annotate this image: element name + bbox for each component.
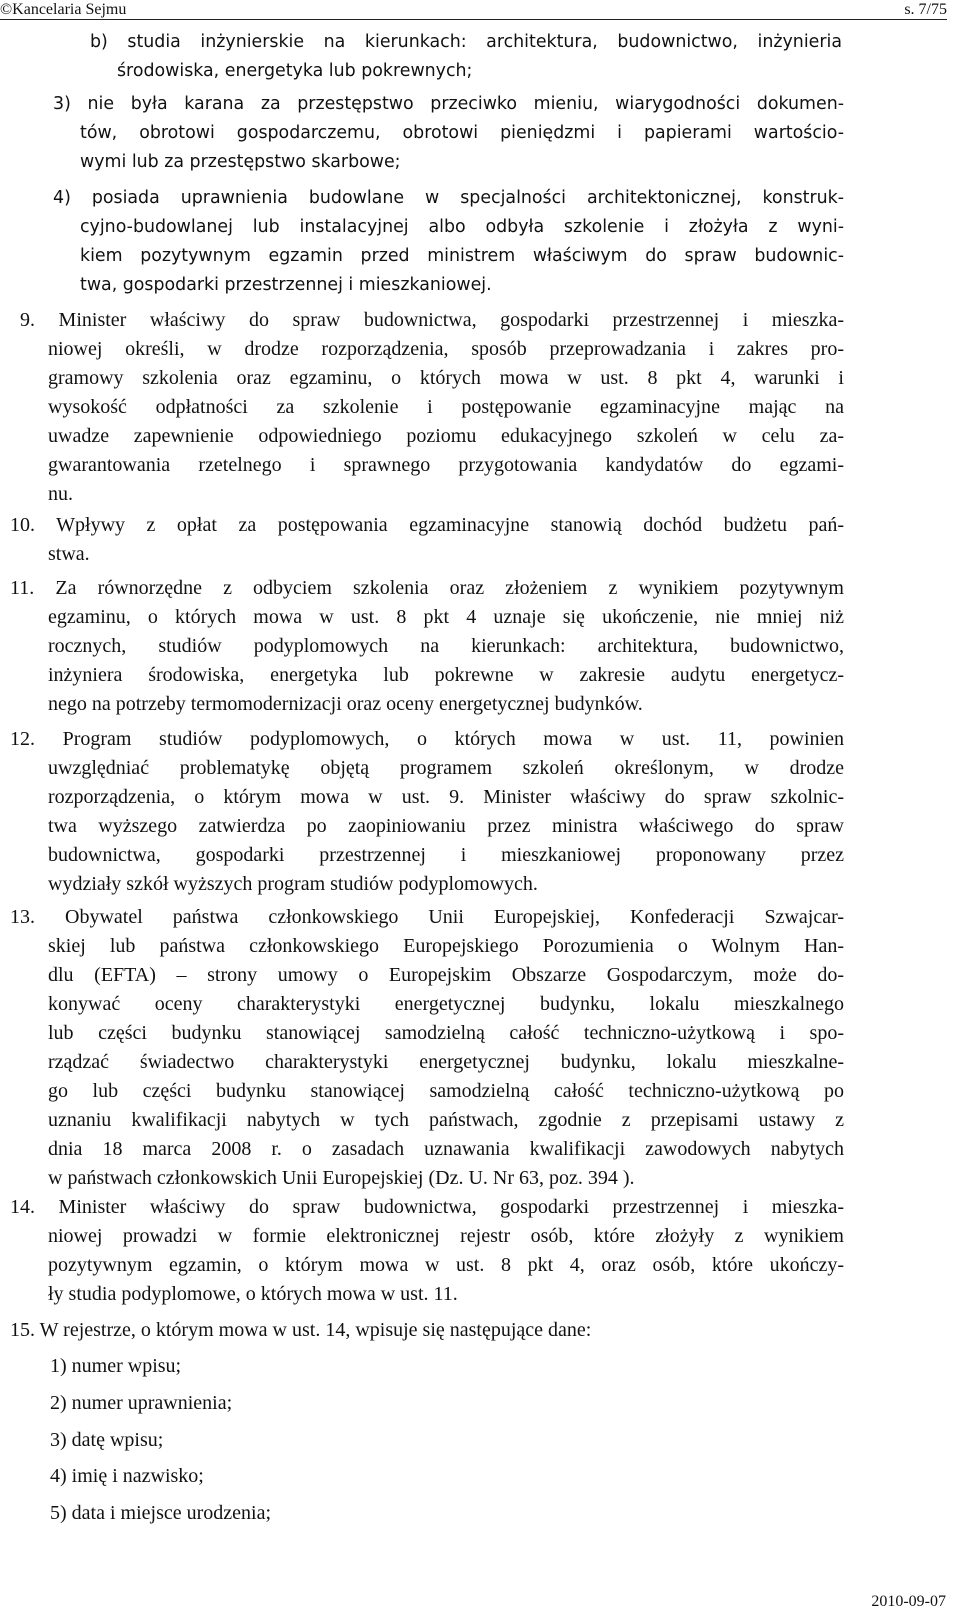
- text-line: egzaminu, o których mowa w ust. 8 pkt 4 uznaje się ukończenie, nie mniej niż: [48, 606, 844, 628]
- text-line: go lub części budynku stanowiącej samodzielną całość techniczno-użytkową po: [48, 1080, 844, 1102]
- list-item: [50, 1499, 844, 1528]
- text-line: uwzględniać problematykę objętą programem szkoleń określonym, w drodze: [48, 757, 844, 779]
- list-item: [50, 1426, 844, 1455]
- text-line: 14. Minister właściwy do spraw budownictwa, gospodarki przestrzennej i mieszka-: [10, 1196, 844, 1218]
- text-line: uwadze zapewnienie odpowiedniego poziomu edukacyjnego szkoleń w celu za-: [48, 425, 844, 447]
- text-line: w państwach członkowskich Unii Europejskiej (Dz. U. Nr 63, poz. 394 ).: [48, 1167, 635, 1189]
- text-line: pozytywnym egzamin, o którym mowa w ust. 8 pkt 4, oraz osób, które ukończy-: [48, 1254, 844, 1276]
- paragraph-12: [10, 725, 844, 754]
- text-line: wydziały szkół wyższych program studiów podyplomowych.: [48, 873, 538, 895]
- text-line: twa, gospodarki przestrzennej i mieszkaniowej.: [80, 275, 492, 295]
- paragraph-13-cont: [48, 932, 844, 1193]
- header-page-number: s. 7/75: [904, 1, 947, 18]
- text-line: budownictwa, gospodarki przestrzennej i mieszkaniowej proponowany przez: [48, 844, 844, 866]
- header-copyright: ©Kancelaria Sejmu: [0, 1, 127, 18]
- text-line: tów, obrotowi gospodarczemu, obrotowi pieniędzmi i papierami wartościo-: [80, 123, 844, 143]
- header-divider: [0, 19, 947, 20]
- text-line: 5) data i miejsce urodzenia;: [50, 1502, 272, 1524]
- paragraph-14: [10, 1193, 844, 1222]
- text-line: cyjno-budowlanej lub instalacyjnej albo odbyła szkolenie i złożyła z wyni-: [80, 217, 844, 237]
- text-line: nego na potrzeby termomodernizacji oraz oceny energetycznej budynków.: [48, 693, 643, 715]
- list-item: [50, 1462, 844, 1491]
- paragraph-13: [10, 903, 844, 932]
- item-pt3-cont: [80, 119, 844, 177]
- text-line: b) studia inżynierskie na kierunkach: architektura, budownictwo, inżynieria: [90, 32, 842, 52]
- text-line: dnia 18 marca 2008 r. o zasadach uznawania kwalifikacji zawodowych nabytych: [48, 1138, 844, 1160]
- paragraph-12-cont: [48, 754, 844, 899]
- text-line: 4) posiada uprawnienia budowlane w specjalności architektonicznej, konstruk-: [53, 188, 844, 208]
- text-line: 1) numer wpisu;: [50, 1355, 182, 1377]
- text-line: wymi lub za przestępstwo skarbowe;: [80, 152, 401, 172]
- text-line: 3) nie była karana za przestępstwo przeciwko mieniu, wiarygodności dokumen-: [53, 94, 844, 114]
- text-line: rocznych, studiów podyplomowych na kierunkach: architektura, budownictwo,: [48, 635, 844, 657]
- text-line: 15. W rejestrze, o którym mowa w ust. 14, wpisuje się następujące dane:: [10, 1319, 592, 1341]
- text-line: niowej prowadzi w formie elektronicznej rejestr osób, które złożyły z wynikiem: [48, 1225, 844, 1247]
- text-line: uznaniu kwalifikacji nabytych w tych państwach, zgodnie z przepisami ustawy z: [48, 1109, 844, 1131]
- text-line: stwa.: [48, 543, 90, 565]
- text-line: ły studia podyplomowe, o których mowa w ust. 11.: [48, 1283, 458, 1305]
- list-item: [50, 1389, 844, 1418]
- text-line: niowej określi, w drodze rozporządzenia, sposób przeprowadzania i zakres pro-: [48, 338, 844, 360]
- text-line: 12. Program studiów podyplomowych, o których mowa w ust. 11, powinien: [10, 728, 844, 750]
- list-item: [50, 1352, 844, 1381]
- text-line: dlu (EFTA) – strony umowy o Europejskim Obszarze Gospodarczym, może do-: [48, 964, 844, 986]
- text-line: środowiska, energetyka lub pokrewnych;: [117, 61, 473, 81]
- text-line: 2) numer uprawnienia;: [50, 1392, 233, 1414]
- item-b-studia: [90, 28, 842, 57]
- text-line: 9. Minister właściwy do spraw budownictwa, gospodarki przestrzennej i mieszka-: [20, 309, 844, 331]
- item-b-studia-cont: [117, 57, 860, 86]
- text-line: 4) imię i nazwisko;: [50, 1465, 204, 1487]
- paragraph-11-cont: [48, 603, 844, 719]
- text-line: 3) datę wpisu;: [50, 1429, 164, 1451]
- text-line: twa wyższego zatwierdza po zaopiniowaniu przez ministra właściwego do spraw: [48, 815, 844, 837]
- text-line: gramowy szkolenia oraz egzaminu, o których mowa w ust. 8 pkt 4, warunki i: [48, 367, 844, 389]
- text-line: skiej lub państwa członkowskiego Europejskiego Porozumienia o Wolnym Han-: [48, 935, 844, 957]
- paragraph-10-cont: [48, 540, 844, 569]
- text-line: 10. Wpływy z opłat za postępowania egzaminacyjne stanowią dochód budżetu pań-: [10, 514, 844, 536]
- text-line: inżyniera środowiska, energetyka lub pokrewne w zakresie audytu energetycz-: [48, 664, 844, 686]
- text-line: 13. Obywatel państwa członkowskiego Unii Europejskiej, Konfederacji Szwajcar-: [10, 906, 844, 928]
- text-line: gwarantowania rzetelnego i sprawnego przygotowania kandydatów do egzami-: [48, 454, 844, 476]
- footer-date: 2010-09-07: [871, 1593, 946, 1610]
- item-pt4-cont: [80, 213, 844, 300]
- paragraph-14-cont: [48, 1222, 844, 1309]
- text-line: 11. Za równorzędne z odbyciem szkolenia oraz złożeniem z wynikiem pozytywnym: [10, 577, 844, 599]
- paragraph-11: [10, 574, 844, 603]
- text-line: rozporządzenia, o którym mowa w ust. 9. Minister właściwy do spraw szkolnic-: [48, 786, 844, 808]
- text-line: konywać oceny charakterystyki energetycznej budynku, lokalu mieszkalnego: [48, 993, 844, 1015]
- paragraph-15: [10, 1316, 844, 1345]
- text-line: rządzać świadectwo charakterystyki energetycznej budynku, lokalu mieszkalne-: [48, 1051, 844, 1073]
- paragraph-9-cont: [48, 335, 844, 509]
- paragraph-10: [10, 511, 844, 540]
- text-line: lub części budynku stanowiącej samodzielną całość techniczno-użytkową i spo-: [48, 1022, 844, 1044]
- item-pt3: [53, 90, 844, 119]
- paragraph-9: [20, 306, 844, 335]
- text-line: kiem pozytywnym egzamin przed ministrem właściwym do spraw budownic-: [80, 246, 844, 266]
- item-pt4: [53, 184, 844, 213]
- text-line: nu.: [48, 483, 73, 505]
- text-line: wysokość odpłatności za szkolenie i postępowanie egzaminacyjne mając na: [48, 396, 844, 418]
